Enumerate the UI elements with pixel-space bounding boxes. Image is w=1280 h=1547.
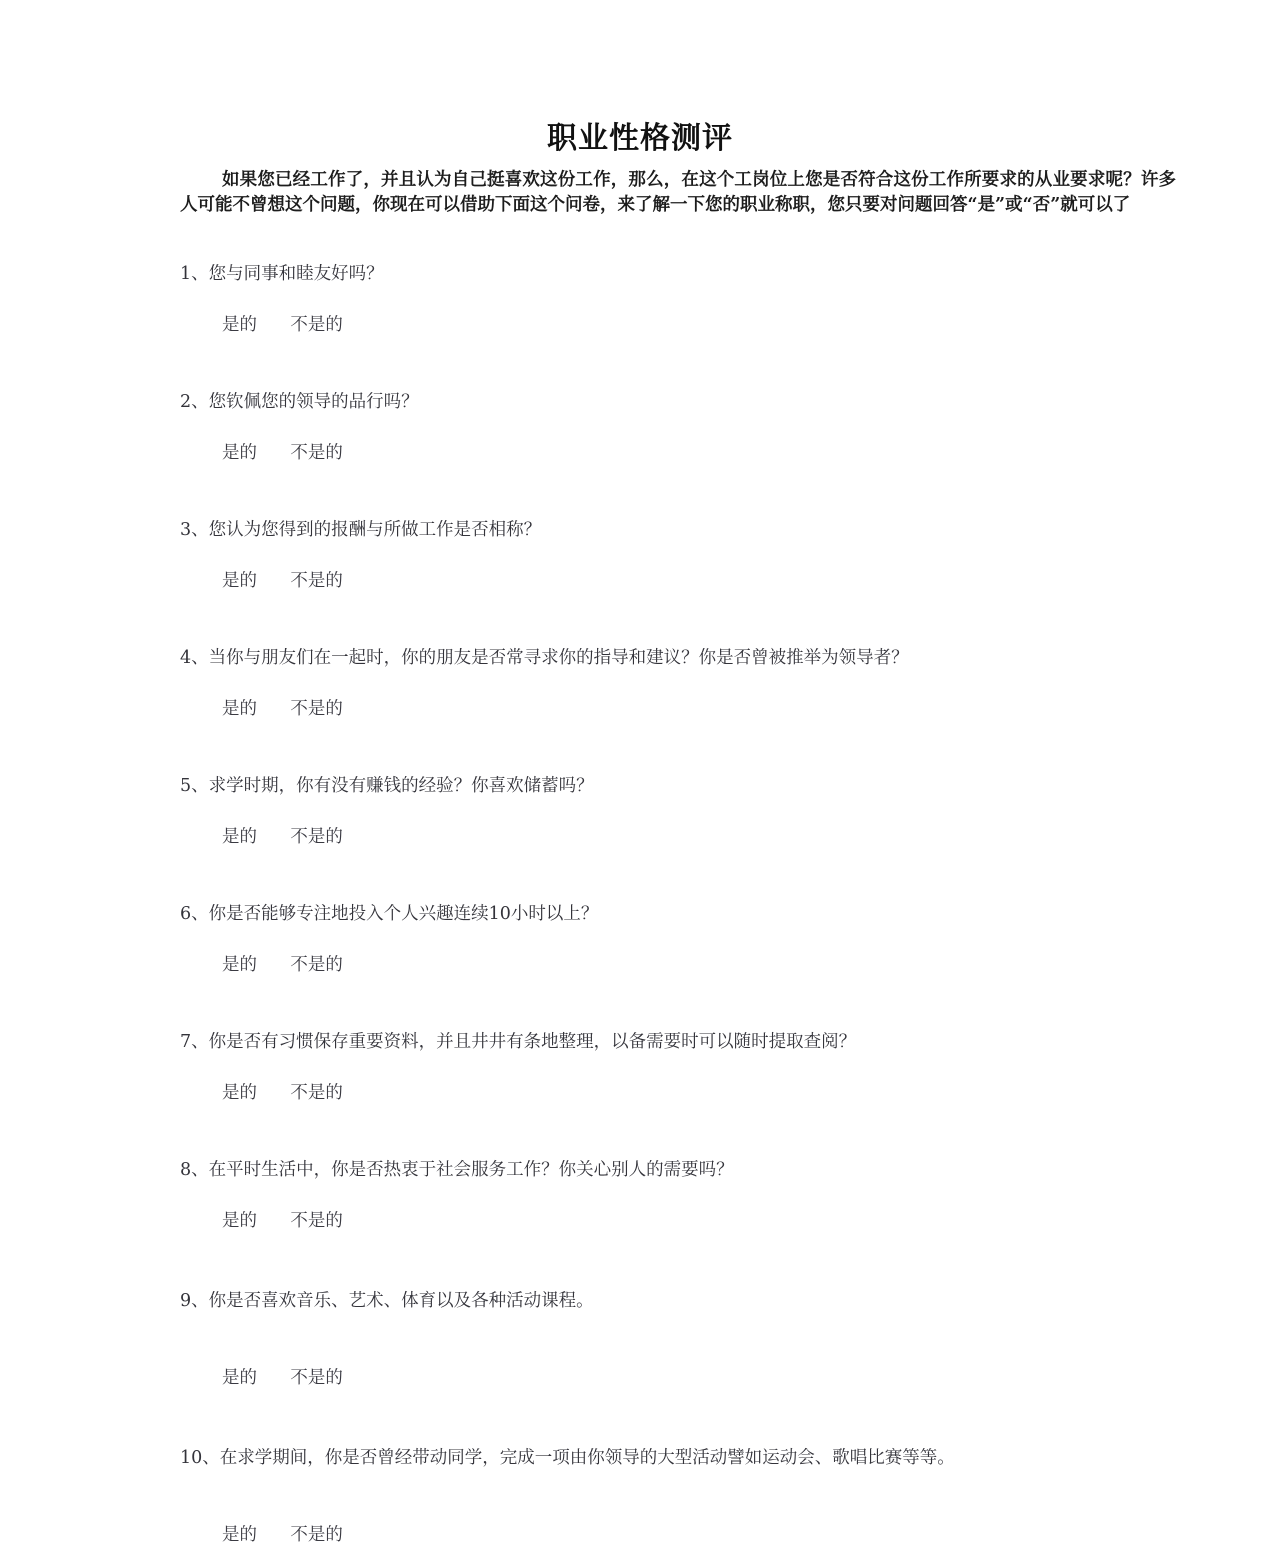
question-item — [180, 1158, 1180, 1289]
spacer — [180, 593, 1180, 646]
question-text: 8、在平时生活中，你是否热衷于社会服务工作？你关心别人的需要吗？ — [180, 1160, 734, 1180]
answer-separator — [257, 1368, 290, 1388]
question-item — [180, 1446, 1180, 1547]
spacer — [180, 1105, 1180, 1158]
answer-yes[interactable]: 是的 — [222, 1368, 257, 1388]
intro-paragraph: 如果您已经工作了，并且认为自己挺喜欢这份工作，那么，在这个工岗位上您是否符合这份工作所要求的从业要求呢？许多人可能不曾想这个问题，你现在可以借助下面这个问卷，来了解一下您的职业称职，您只要对问题回答“是”或“否”就可以了 — [180, 169, 1176, 215]
answer-yes[interactable]: 是的 — [222, 443, 257, 463]
answer-options — [180, 1209, 1180, 1233]
question-text: 1、您与同事和睦友好吗？ — [180, 264, 384, 284]
question-text: 4、当你与朋友们在一起时，你的朋友是否常寻求你的指导和建议？你是否曾被推举为领导者？ — [180, 648, 909, 668]
question-text: 2、您钦佩您的领导的品行吗？ — [180, 392, 419, 412]
question-list — [180, 262, 1180, 1547]
spacer — [180, 926, 1180, 953]
spacer — [180, 1390, 1180, 1446]
answer-options — [180, 1366, 1180, 1390]
answer-separator — [257, 1525, 290, 1545]
answer-options — [180, 953, 1180, 977]
spacer — [180, 1182, 1180, 1209]
answer-yes[interactable]: 是的 — [222, 571, 257, 591]
spacer — [180, 1054, 1180, 1081]
question-item — [180, 1030, 1180, 1158]
answer-separator — [257, 699, 290, 719]
answer-options — [180, 441, 1180, 465]
question-item — [180, 902, 1180, 1030]
question-text: 3、您认为您得到的报酬与所做工作是否相称？ — [180, 520, 542, 540]
answer-no[interactable]: 不是的 — [290, 571, 343, 591]
answer-options — [180, 825, 1180, 849]
spacer — [180, 286, 1180, 313]
question-item — [180, 262, 1180, 390]
answer-no[interactable]: 不是的 — [290, 699, 343, 719]
question-text: 9、你是否喜欢音乐、艺术、体育以及各种活动课程。 — [180, 1291, 594, 1311]
answer-separator — [257, 955, 290, 975]
spacer — [180, 337, 1180, 390]
answer-options — [180, 569, 1180, 593]
answer-options — [180, 697, 1180, 721]
question-item — [180, 518, 1180, 646]
spacer — [180, 798, 1180, 825]
spacer — [180, 1470, 1180, 1523]
spacer — [180, 414, 1180, 441]
answer-yes[interactable]: 是的 — [222, 315, 257, 335]
page-title: 职业性格测评 — [547, 121, 733, 157]
answer-no[interactable]: 不是的 — [290, 827, 343, 847]
answer-no[interactable]: 不是的 — [290, 1368, 343, 1388]
answer-separator — [257, 571, 290, 591]
answer-separator — [257, 443, 290, 463]
answer-no[interactable]: 不是的 — [290, 443, 343, 463]
answer-options — [180, 1523, 1180, 1547]
answer-options — [180, 313, 1180, 337]
question-text: 6、你是否能够专注地投入个人兴趣连续10小时以上？ — [180, 904, 599, 924]
question-text: 10、在求学期间，你是否曾经带动同学，完成一项由你领导的大型活动譬如运动会、歌唱比赛等等。 — [180, 1448, 955, 1468]
answer-yes[interactable]: 是的 — [222, 1525, 257, 1545]
spacer — [180, 465, 1180, 518]
question-item — [180, 646, 1180, 774]
answer-no[interactable]: 不是的 — [290, 1083, 343, 1103]
question-item — [180, 390, 1180, 518]
spacer — [180, 721, 1180, 774]
question-text: 5、求学时期，你有没有赚钱的经验？你喜欢储蓄吗？ — [180, 776, 594, 796]
question-item — [180, 1289, 1180, 1446]
answer-separator — [257, 827, 290, 847]
answer-yes[interactable]: 是的 — [222, 827, 257, 847]
answer-no[interactable]: 不是的 — [290, 955, 343, 975]
answer-options — [180, 1081, 1180, 1105]
spacer — [180, 849, 1180, 902]
answer-yes[interactable]: 是的 — [222, 699, 257, 719]
spacer — [180, 670, 1180, 697]
spacer — [180, 542, 1180, 569]
answer-no[interactable]: 不是的 — [290, 1525, 343, 1545]
answer-yes[interactable]: 是的 — [222, 1083, 257, 1103]
answer-no[interactable]: 不是的 — [290, 1211, 343, 1231]
question-text: 7、你是否有习惯保存重要资料，并且井井有条地整理，以备需要时可以随时提取查阅？ — [180, 1032, 857, 1052]
answer-separator — [257, 1083, 290, 1103]
answer-yes[interactable]: 是的 — [222, 1211, 257, 1231]
answer-yes[interactable]: 是的 — [222, 955, 257, 975]
spacer — [180, 1233, 1180, 1289]
spacer — [180, 977, 1180, 1030]
answer-separator — [257, 1211, 290, 1231]
answer-separator — [257, 315, 290, 335]
answer-no[interactable]: 不是的 — [290, 315, 343, 335]
spacer — [180, 1313, 1180, 1366]
question-item — [180, 774, 1180, 902]
